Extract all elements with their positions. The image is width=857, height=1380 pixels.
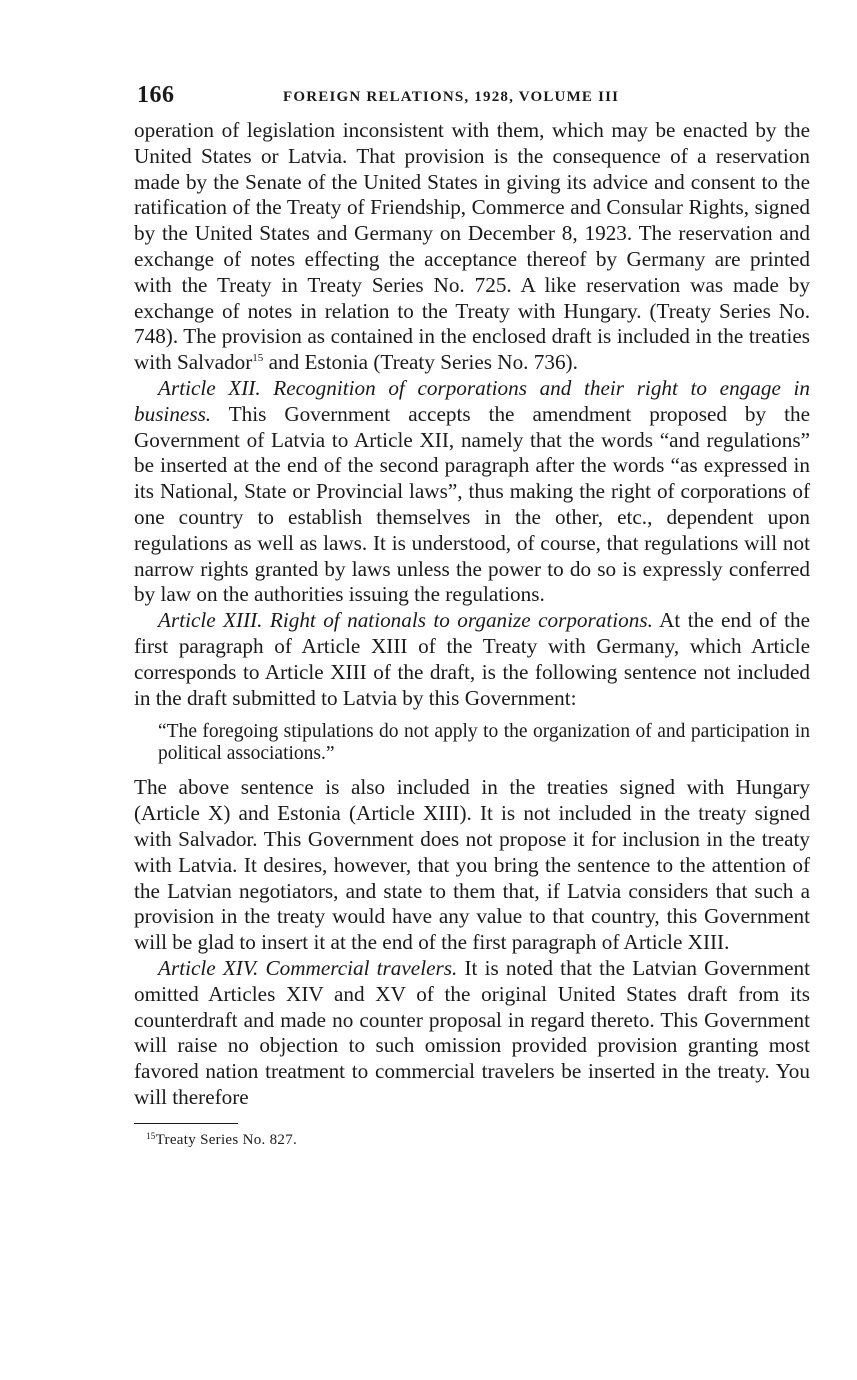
paragraph-article-xiii [134,608,810,711]
document-page [134,82,810,1149]
paragraph-article-xii [134,376,810,608]
paragraph-text: It is noted that the Latvian Government omitted Articles XIV and XV of the original United States draft from its counterdraft and made no counter proposal in regard thereto. This Government will raise no objection to such omission provided provision granting most favored nation treatment to commercial travelers be inserted in the treaty. You will therefore [134,955,811,1109]
article-heading: Article XIII. Right of nationals to organize corporations. [158,608,653,633]
footnote-text: Treaty Series No. 827. [155,1131,298,1148]
article-heading: Article XIV. Commercial travelers. [158,955,458,980]
footnote [134,1132,810,1149]
paragraph-continuation: The above sentence is also included in the treaties signed with Hungary (Article X) and Estonia (Article XIII). It is not included in the treaty signed with Salvador. This Government does not propose it for inclusion in the treaty with Latvia. It desires, however, that you bring the sentence to the attention of the Latvian negotiators, and state to them that, if Latvia considers that such a provision in the treaty would have any value to that country, this Government will be glad to insert it at the end of the first paragraph of Article XIII. [134,775,810,955]
running-head: FOREIGN RELATIONS, 1928, VOLUME III [283,89,620,105]
footnote-reference: 15 [252,352,264,365]
paragraph-continuation [134,118,810,376]
footnote-divider [134,1123,238,1124]
body-text [134,118,810,1111]
paragraph-article-xiv [134,956,810,1111]
paragraph-text: and Estonia (Treaty Series No. 736). [263,350,578,375]
page-header [134,82,810,118]
page-number: 166 [137,82,175,108]
article-heading: Article XII. Recognition of corporations and their right to engage in business. [134,375,810,426]
paragraph-text: This Government accepts the amendment proposed by the Government of Latvia to Article XII, namely that the words “and regulations” be inserted at the end of the second paragraph after the words “as expressed in its National, State or Provincial laws”, thus making the right of corporations of one country to establish themselves in the other, etc., dependent upon regulations as well as laws. It is understood, of course, that regulations will not narrow rights granted by laws unless the power to do so is expressly conferred by law on the authorities issuing the regulations. [134,401,810,607]
footnote-mark: 15 [146,1130,156,1141]
paragraph-text: operation of legislation inconsistent with them, which may be enacted by the United States or Latvia. That provision is the consequence of a reservation made by the Senate of the United States in giving its advice and consent to the ratification of the Treaty of Friendship, Commerce and Consular Rights, signed by the United States and Germany on December 8, 1923. The reservation and exchange of notes effecting the acceptance thereof by Germany are printed with the Treaty in Treaty Series No. 725. A like reservation was made by exchange of notes in relation to the Treaty with Hungary. (Treaty Series No. 748). The provision as contained in the enclosed draft is included in the treaties with Salvador [134,118,810,375]
paragraph-text: At the end of the first paragraph of Article XIII of the Treaty with Germany, which Article corresponds to Article XIII of the draft, is the following sentence not included in the draft submitted to Latvia by this Government: [134,608,810,710]
block-quote: “The foregoing stipulations do not apply to the organization of and participation in political associations.” [158,721,810,765]
